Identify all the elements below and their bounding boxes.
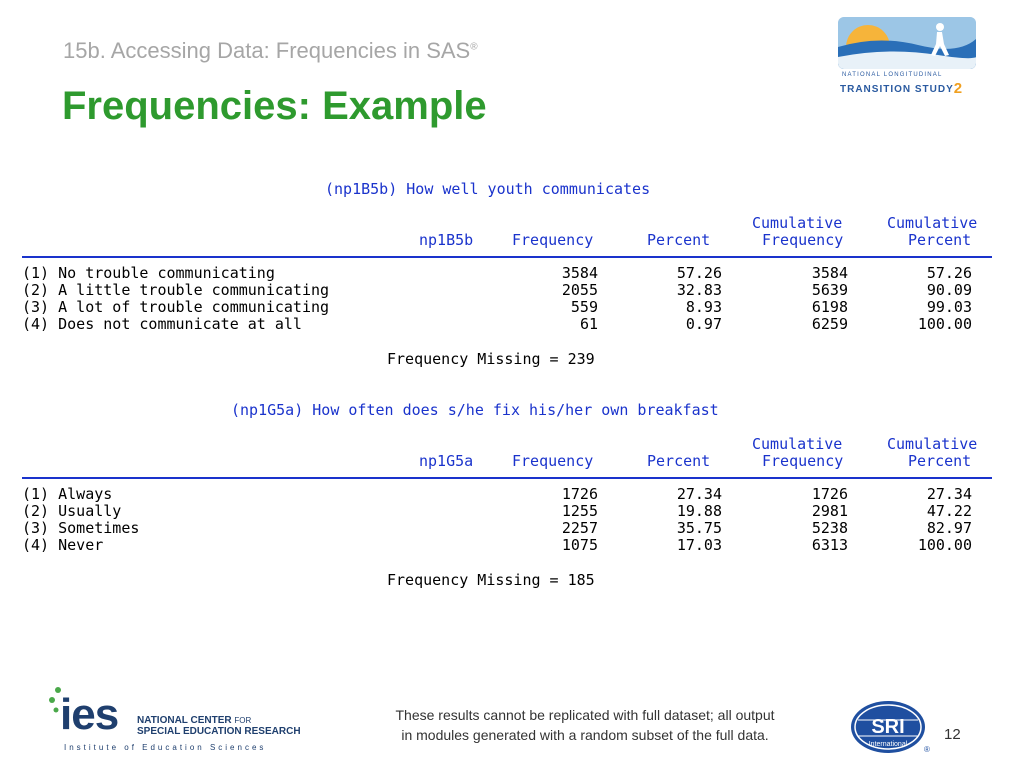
row-percent: 8.93	[685, 298, 722, 316]
row-label: (4) Never	[22, 536, 104, 554]
row-percent: 27.34	[676, 485, 722, 503]
row-cum-frequency: 3584	[811, 264, 848, 282]
row-percent: 35.75	[676, 519, 722, 537]
sri-registered-mark: ®	[924, 745, 930, 754]
footer-note-line2: in modules generated with a random subset of the full data.	[401, 727, 769, 743]
table-1-cumfreq-header-top: Cumulative	[752, 214, 843, 232]
row-percent: 19.88	[676, 502, 722, 520]
row-label: (2) Usually	[22, 502, 122, 520]
sri-international-logo	[850, 700, 930, 760]
row-label: (3) A lot of trouble communicating	[22, 298, 330, 316]
row-label: (1) Always	[22, 485, 113, 503]
ies-wordmark: ies	[60, 690, 119, 739]
table-1-title: (np1B5b) How well youth communicates	[325, 180, 651, 198]
table-2-cumpct-header-top: Cumulative	[887, 435, 978, 453]
table-2-missing: Frequency Missing = 185	[387, 571, 595, 589]
nlts-logo-line1: NATIONAL LONGITUDINAL	[842, 72, 943, 78]
ies-logo	[48, 684, 308, 754]
sri-subtext: International	[868, 741, 908, 748]
nlts2-logo	[838, 17, 976, 97]
row-cum-frequency: 6259	[811, 315, 848, 333]
row-frequency: 1255	[561, 502, 598, 520]
slide-title: Frequencies: Example	[62, 84, 487, 128]
row-frequency: 61	[579, 315, 598, 333]
row-percent: 57.26	[676, 264, 722, 282]
slide-subtitle: 15b. Accessing Data: Frequencies in SAS®	[63, 38, 478, 63]
table-1-cumfreq-header-bottom: Frequency	[762, 231, 844, 249]
table-1-cumpct-header-top: Cumulative	[887, 214, 978, 232]
row-cum-frequency: 5639	[811, 281, 848, 299]
table-2-var-header: np1G5a	[419, 452, 474, 470]
row-label: (4) Does not communicate at all	[22, 315, 302, 333]
row-cum-percent: 47.22	[926, 502, 972, 520]
table-1-var-header: np1B5b	[419, 231, 474, 249]
table-2-cumfreq-header-top: Cumulative	[752, 435, 843, 453]
nlts-logo-line2: TRANSITION STUDY2	[840, 80, 964, 97]
table-2-freq-header: Frequency	[512, 452, 594, 470]
row-cum-percent: 100.00	[917, 536, 972, 554]
row-frequency: 2055	[561, 281, 598, 299]
table-2-cumfreq-header-bottom: Frequency	[762, 452, 844, 470]
row-cum-percent: 27.34	[926, 485, 972, 503]
table-1-freq-header: Frequency	[512, 231, 594, 249]
ies-center-name: NATIONAL CENTER FOR SPECIAL EDUCATION RESEARCH	[137, 715, 301, 737]
footer-note	[360, 705, 810, 745]
ies-institute-name: Institute of Education Sciences	[64, 743, 267, 752]
table-2-header-rule	[22, 477, 992, 479]
row-cum-frequency: 2981	[811, 502, 848, 520]
row-percent: 32.83	[676, 281, 722, 299]
row-cum-percent: 100.00	[917, 315, 972, 333]
table-2-title: (np1G5a) How often does s/he fix his/her own breakfast	[231, 401, 719, 419]
row-percent: 17.03	[676, 536, 722, 554]
table-1-header-rule	[22, 256, 992, 258]
table-1-pct-header: Percent	[647, 231, 711, 249]
row-cum-frequency: 6198	[811, 298, 848, 316]
page-number: 12	[944, 726, 961, 743]
row-cum-frequency: 5238	[811, 519, 848, 537]
row-cum-percent: 82.97	[926, 519, 972, 537]
row-cum-frequency: 6313	[811, 536, 848, 554]
row-label: (2) A little trouble communicating	[22, 281, 330, 299]
table-2-pct-header: Percent	[647, 452, 711, 470]
footer-note-line1: These results cannot be replicated with full dataset; all output	[395, 707, 775, 723]
sri-text: SRI	[871, 716, 905, 738]
row-frequency: 1075	[561, 536, 598, 554]
table-2-cumpct-header-bottom: Percent	[908, 452, 972, 470]
row-frequency: 2257	[561, 519, 598, 537]
registered-mark: ®	[470, 41, 478, 53]
row-cum-percent: 90.09	[926, 281, 972, 299]
row-label: (3) Sometimes	[22, 519, 140, 537]
table-1-cumpct-header-bottom: Percent	[908, 231, 972, 249]
row-cum-frequency: 1726	[811, 485, 848, 503]
row-frequency: 1726	[561, 485, 598, 503]
row-frequency: 3584	[561, 264, 598, 282]
row-cum-percent: 99.03	[926, 298, 972, 316]
row-percent: 0.97	[685, 315, 722, 333]
table-1-missing: Frequency Missing = 239	[387, 350, 595, 368]
row-frequency: 559	[570, 298, 598, 316]
row-cum-percent: 57.26	[926, 264, 972, 282]
row-label: (1) No trouble communicating	[22, 264, 275, 282]
